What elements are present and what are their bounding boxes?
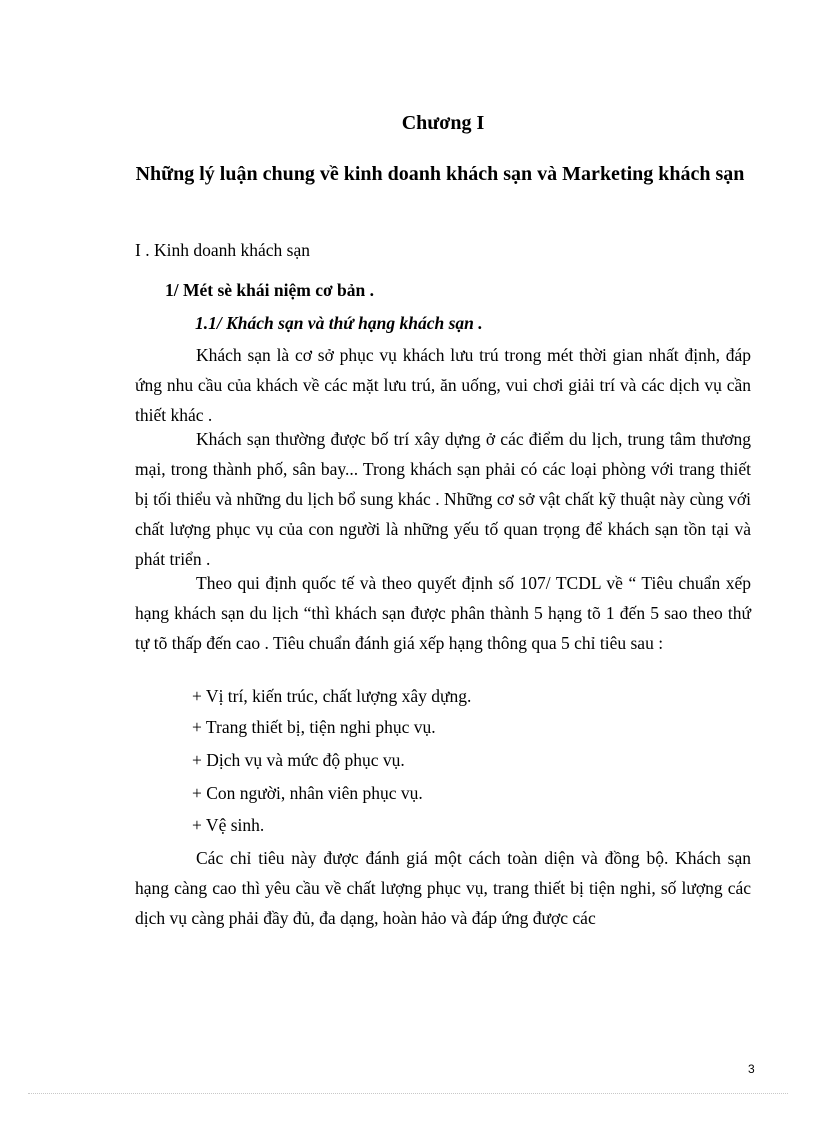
chapter-title: Chương I	[401, 112, 485, 134]
paragraph-block-3	[135, 568, 751, 658]
paragraph-block-1	[135, 340, 751, 430]
paragraph-2: Khách sạn thường được bố trí xây dựng ở các điểm du lịch, trung tâm thương mại, trong thành phố, sân bay... Trong khách sạn phải có các loại phòng với trang thiết bị tối thiểu và những du lịch bổ sung khác . Những cơ sở vật chất kỹ thuật này cùng với chất lượng phục vụ của con người là những yếu tố quan trọng để khách sạn tồn tại và phát triển .	[135, 429, 751, 569]
subsubsection-heading: 1.1/ Khách sạn và thứ hạng khách sạn .	[195, 313, 483, 333]
page-bottom-divider	[28, 1093, 788, 1094]
criteria-item: + Vị trí, kiến trúc, chất lượng xây dựng.	[192, 686, 472, 706]
criteria-item: + Trang thiết bị, tiện nghi phục vụ.	[192, 717, 436, 737]
paragraph-4: Các chỉ tiêu này được đánh giá một cách toàn diện và đồng bộ. Khách sạn hạng càng cao thì yêu cầu về chất lượng phục vụ, trang thiết bị tiện nghi, số lượng các dịch vụ càng phải đầy đủ, đa dạng, hoàn hảo và đáp ứng được các	[135, 848, 751, 928]
criteria-item: + Dịch vụ và mức độ phục vụ.	[192, 750, 405, 770]
criteria-item: + Vệ sinh.	[192, 815, 265, 835]
section-heading: I . Kinh doanh khách sạn	[135, 240, 310, 260]
page-number: 3	[748, 1062, 755, 1076]
chapter-subtitle: Những lý luận chung về kinh doanh khách sạn và Marketing khách sạn	[135, 163, 745, 185]
paragraph-1: Khách sạn là cơ sở phục vụ khách lưu trú trong mét thời gian nhất định, đáp ứng nhu cầu của khách về các mặt lưu trú, ăn uống, vui chơi giải trí và các dịch vụ cần thiết khác .	[135, 345, 751, 425]
paragraph-3: Theo qui định quốc tế và theo quyết định số 107/ TCDL về “ Tiêu chuẩn xếp hạng khách sạn du lịch “thì khách sạn được phân thành 5 hạng tõ 1 đến 5 sao theo thứ tự tõ thấp đến cao . Tiêu chuẩn đánh giá xếp hạng thông qua 5 chỉ tiêu sau :	[135, 573, 751, 653]
criteria-item: + Con người, nhân viên phục vụ.	[192, 783, 423, 803]
paragraph-block-2	[135, 424, 751, 574]
subsection-heading: 1/ Mét sè khái niệm cơ bản .	[165, 280, 374, 300]
paragraph-block-4	[135, 843, 751, 933]
